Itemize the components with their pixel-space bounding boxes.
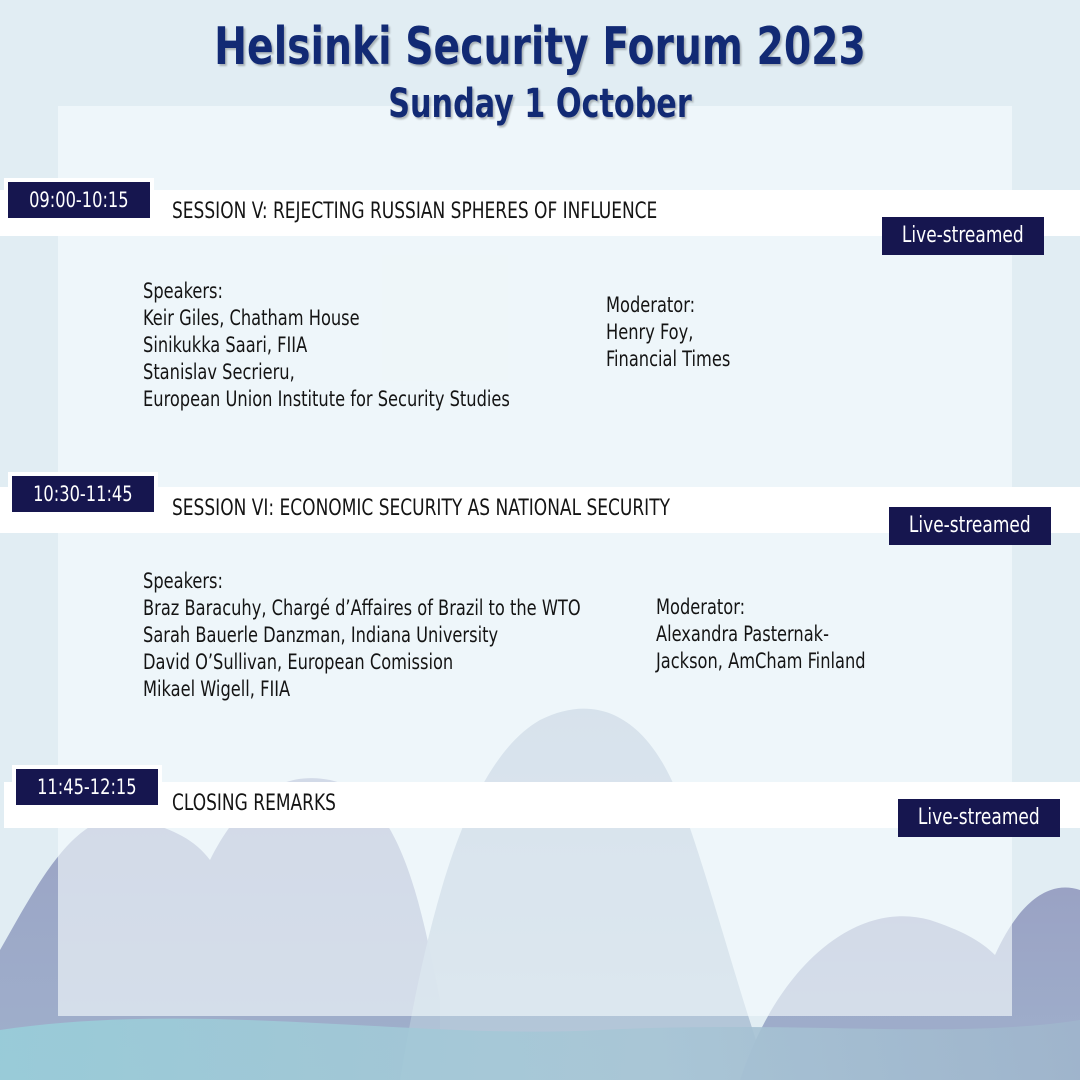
session-time-badge bbox=[12, 765, 162, 809]
speaker-item: Keir Giles, Chatham House bbox=[143, 306, 360, 330]
live-streamed-label: Live-streamed bbox=[909, 513, 1031, 538]
moderator-label: Moderator: bbox=[656, 595, 746, 619]
moderator-block bbox=[656, 594, 900, 675]
moderator-block bbox=[606, 292, 751, 373]
session-time: 11:45-12:15 bbox=[37, 775, 137, 799]
moderator-item: Jackson, AmCham Finland bbox=[656, 649, 866, 673]
speaker-item: Stanislav Secrieru, bbox=[143, 360, 295, 384]
moderator-item: Financial Times bbox=[606, 347, 731, 371]
session-time: 10:30-11:45 bbox=[33, 482, 133, 506]
content-panel bbox=[58, 106, 1012, 1016]
live-streamed-label: Live-streamed bbox=[902, 223, 1024, 248]
live-streamed-badge bbox=[889, 507, 1051, 545]
speakers-label: Speakers: bbox=[143, 279, 223, 303]
speaker-item: Sarah Bauerle Danzman, Indiana University bbox=[143, 623, 499, 647]
live-streamed-badge bbox=[898, 799, 1060, 837]
live-streamed-badge bbox=[882, 217, 1044, 255]
speakers-list bbox=[143, 568, 652, 703]
event-date: Sunday 1 October bbox=[388, 81, 692, 127]
moderator-label: Moderator: bbox=[606, 293, 696, 317]
session-time-badge bbox=[8, 472, 158, 516]
speaker-item: European Union Institute for Security Studies bbox=[143, 387, 510, 411]
event-title: Helsinki Security Forum 2023 bbox=[214, 17, 866, 77]
speakers-list bbox=[143, 278, 570, 413]
session-title: SESSION V: REJECTING RUSSIAN SPHERES OF INFLUENCE bbox=[172, 199, 658, 224]
speaker-item: Braz Baracuhy, Chargé d’Affaires of Brazil to the WTO bbox=[143, 596, 581, 620]
page-header bbox=[0, 14, 1080, 128]
session-time: 09:00-10:15 bbox=[29, 188, 129, 212]
speaker-item: Sinikukka Saari, FIIA bbox=[143, 333, 308, 357]
speakers-label: Speakers: bbox=[143, 569, 223, 593]
session-title: CLOSING REMARKS bbox=[172, 791, 336, 816]
session-time-badge bbox=[4, 178, 154, 222]
moderator-item: Alexandra Pasternak- bbox=[656, 622, 829, 646]
speaker-item: David O’Sullivan, European Comission bbox=[143, 650, 454, 674]
speaker-item: Mikael Wigell, FIIA bbox=[143, 677, 291, 701]
session-title: SESSION VI: ECONOMIC SECURITY AS NATIONAL SECURITY bbox=[172, 496, 670, 521]
live-streamed-label: Live-streamed bbox=[918, 805, 1040, 830]
moderator-item: Henry Foy, bbox=[606, 320, 694, 344]
